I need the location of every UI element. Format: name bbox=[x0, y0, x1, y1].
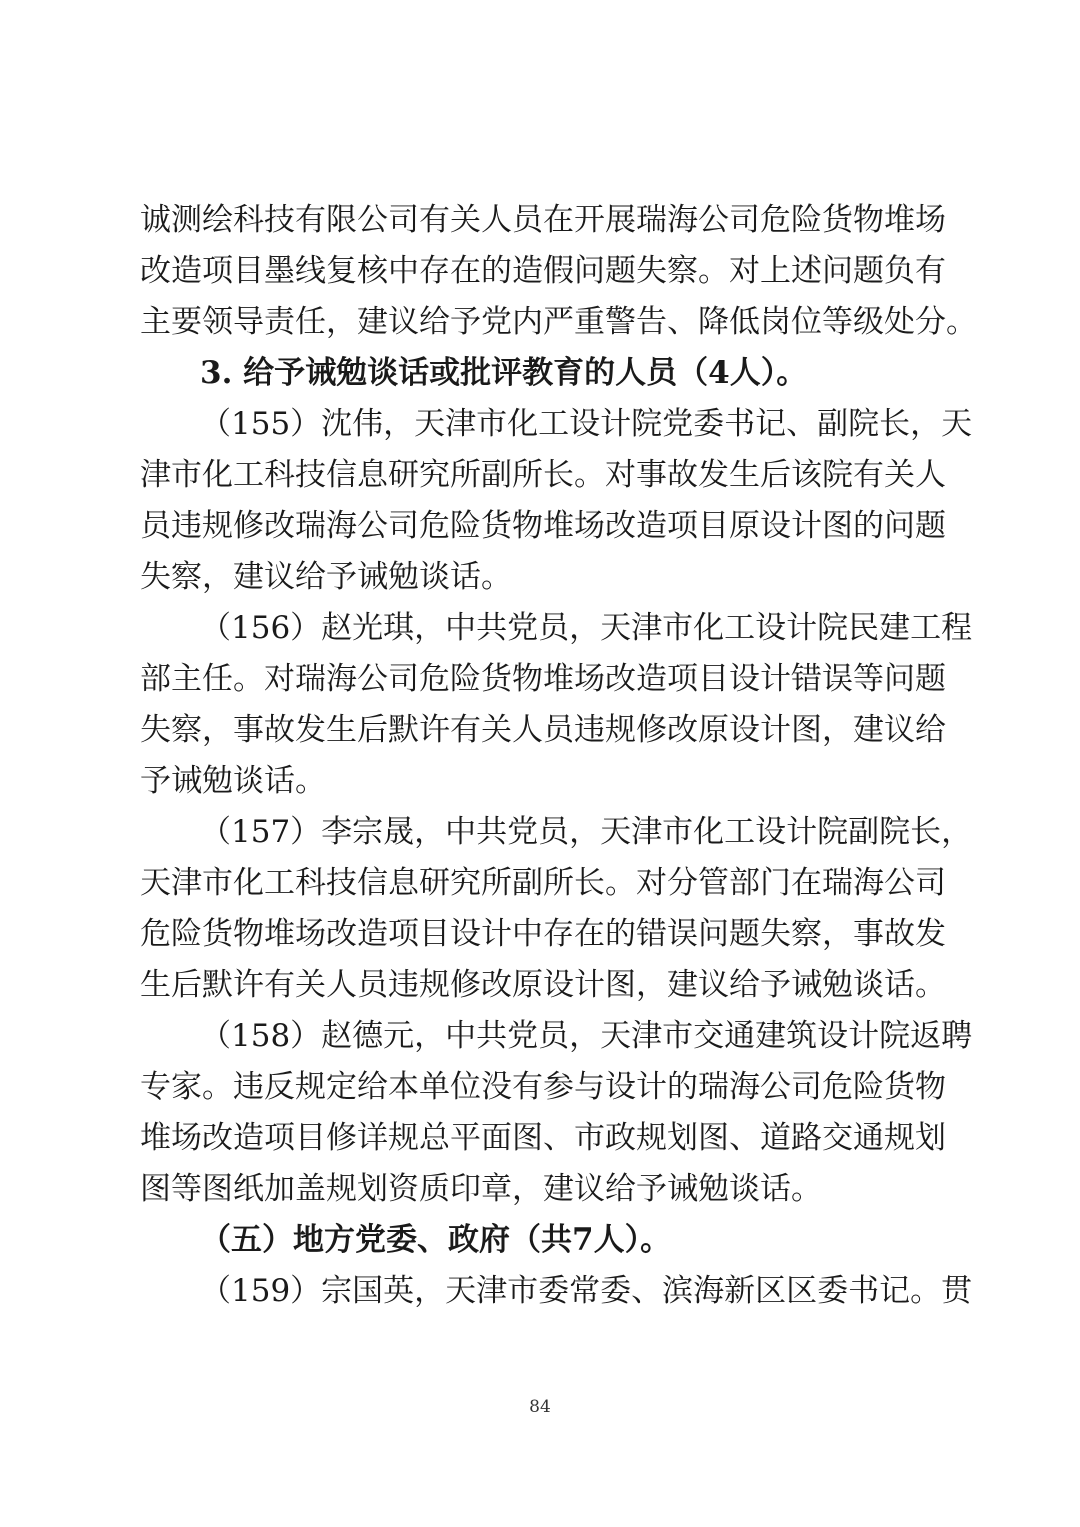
section-heading: 3. 给予诫勉谈话或批评教育的人员（4人）。 bbox=[200, 355, 808, 391]
page-number: 84 bbox=[529, 1397, 551, 1417]
body-line: 天津市化工科技信息研究所副所长。对分管部门在瑞海公司 bbox=[140, 865, 946, 901]
paragraph-start-line: （156）赵光琪，中共党员，天津市化工设计院民建工程 bbox=[200, 610, 973, 646]
body-line: 员违规修改瑞海公司危险货物堆场改造项目原设计图的问题 bbox=[140, 508, 946, 544]
body-line: 图等图纸加盖规划资质印章，建议给予诫勉谈话。 bbox=[140, 1171, 822, 1207]
paragraph-start-line: （158）赵德元，中共党员，天津市交通建筑设计院返聘 bbox=[200, 1018, 973, 1054]
body-line: 部主任。对瑞海公司危险货物堆场改造项目设计错误等问题 bbox=[140, 661, 946, 697]
body-line: 改造项目墨线复核中存在的造假问题失察。对上述问题负有 bbox=[140, 253, 946, 289]
paragraph-start-line: （157）李宗晟，中共党员，天津市化工设计院副院长， bbox=[200, 814, 973, 850]
body-line: 诚测绘科技有限公司有关人员在开展瑞海公司危险货物堆场 bbox=[140, 202, 946, 238]
body-line: 失察，建议给予诫勉谈话。 bbox=[140, 559, 512, 595]
body-line: 津市化工科技信息研究所副所长。对事故发生后该院有关人 bbox=[140, 457, 946, 493]
body-line: 生后默许有关人员违规修改原设计图，建议给予诫勉谈话。 bbox=[140, 967, 946, 1003]
body-line: 失察，事故发生后默许有关人员违规修改原设计图，建议给 bbox=[140, 712, 946, 748]
body-line: 专家。违反规定给本单位没有参与设计的瑞海公司危险货物 bbox=[140, 1069, 946, 1105]
paragraph-start-line: （155）沈伟，天津市化工设计院党委书记、副院长，天 bbox=[200, 406, 973, 442]
body-line: 主要领导责任，建议给予党内严重警告、降低岗位等级处分。 bbox=[140, 304, 977, 340]
section-heading: （五）地方党委、政府（共7人）。 bbox=[200, 1222, 672, 1258]
body-line: 堆场改造项目修详规总平面图、市政规划图、道路交通规划 bbox=[140, 1120, 946, 1156]
body-line: 予诫勉谈话。 bbox=[140, 763, 326, 799]
paragraph-start-line: （159）宗国英，天津市委常委、滨海新区区委书记。贯 bbox=[200, 1273, 973, 1309]
body-line: 危险货物堆场改造项目设计中存在的错误问题失察，事故发 bbox=[140, 916, 946, 952]
